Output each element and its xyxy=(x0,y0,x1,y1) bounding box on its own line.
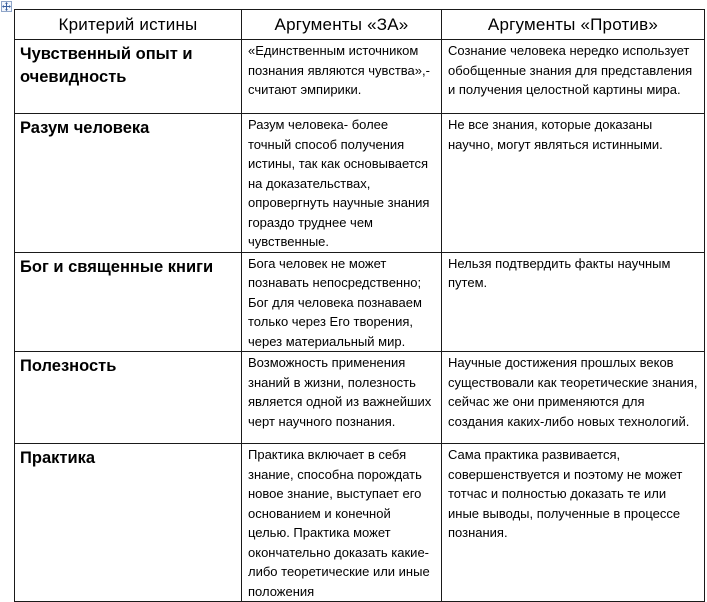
pro-argument-cell: Возможность применения знаний в жизни, полезность является одной из важнейших черт научного познания. xyxy=(242,352,442,444)
table-header-row xyxy=(15,10,705,40)
contra-argument-cell: Сознание человека нередко использует обобщенные знания для представления и получения целостной картины мира. xyxy=(442,40,705,114)
criterion-cell: Разум человека xyxy=(15,114,242,253)
contra-argument-cell: Научные достижения прошлых веков существовали как теоретические знания, сейчас же они применяются для создания каких-либо новых технологий. xyxy=(442,352,705,444)
pro-argument-cell: Практика включает в себя знание, способна порождать новое знание, выступает его основанием и конечной целью. Практика может окончательно доказать какие-либо теоретические или иные положения xyxy=(242,444,442,602)
contra-argument-cell: Нельзя подтвердить факты научным путем. xyxy=(442,252,705,352)
header-criterion: Критерий истины xyxy=(15,10,242,40)
contra-argument-cell: Не все знания, которые доказаны научно, могут являться истинными. xyxy=(442,114,705,253)
table-row xyxy=(15,40,705,114)
table-row xyxy=(15,114,705,253)
truth-criteria-table xyxy=(14,9,705,602)
pro-argument-cell: Разум человека- более точный способ получения истины, так как основывается на доказательствах, опровергнуть научные знания гораздо труднее чем чувственные. xyxy=(242,114,442,253)
contra-argument-cell: Сама практика развивается, совершенствуется и поэтому не может тотчас и полностью доказать те или иные выводы, полученные в процессе познания. xyxy=(442,444,705,602)
criterion-cell: Бог и священные книги xyxy=(15,252,242,352)
header-contra: Аргументы «Против» xyxy=(442,10,705,40)
table-row xyxy=(15,444,705,602)
table-move-handle-icon[interactable] xyxy=(1,1,12,12)
table-row xyxy=(15,252,705,352)
pro-argument-cell: «Единственным источником познания являются чувства»,- считают эмпирики. xyxy=(242,40,442,114)
criterion-cell: Чувственный опыт и очевидность xyxy=(15,40,242,114)
pro-argument-cell: Бога человек не может познавать непосредственно; Бог для человека познаваем только через Его творения, через материальный мир. xyxy=(242,252,442,352)
header-pro: Аргументы «ЗА» xyxy=(242,10,442,40)
table-row xyxy=(15,352,705,444)
criterion-cell: Практика xyxy=(15,444,242,602)
criterion-cell: Полезность xyxy=(15,352,242,444)
